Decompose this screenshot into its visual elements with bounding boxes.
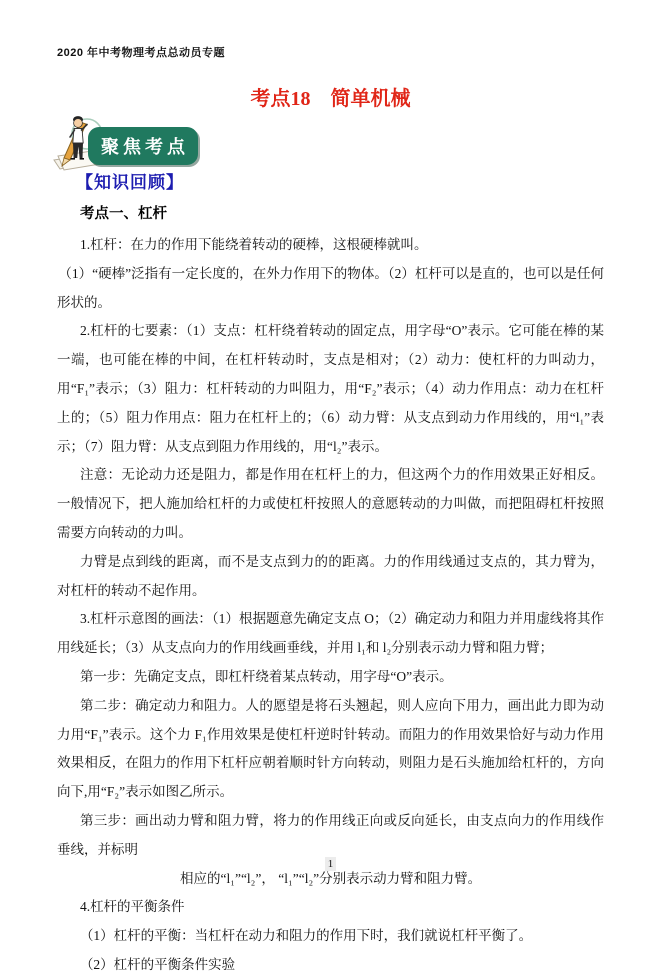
- paragraph-step-three-continued: 相应的“l₁”“l₂”， “l₁”“l₂”分别表示动力臂和阻力臂。: [180, 870, 482, 886]
- paragraph-attention: 注意：无论动力还是阻力，都是作用在杠杆上的力，但这两个力的作用效果正好相反。一般情况下，把人施加给杠杆的力或使杠杆按照人的意愿转动的力叫做，而把阻碍杠杆按照需要方向转动的力叫。: [57, 467, 604, 540]
- paragraph-step-two: 第二步：确定动力和阻力。人的愿望是将石头翘起，则人应向下用力，画出此力即为动力用“F₁”表示。这个力 F₁作用效果是使杠杆逆时针转动。而阻力的作用效果恰好与动力作用效果相反，在阻力的作用下杠杆应朝着顺时针方向转动，则阻力是石头施加给杠杆的，方向向下,用“F₂”表示如图乙所示。: [57, 697, 604, 800]
- page-title: 考点18 简单机械: [250, 88, 411, 110]
- page-number: [0, 858, 661, 870]
- page-number-value: 1: [325, 857, 337, 871]
- focus-badge-pill: [88, 127, 198, 165]
- paragraph-force-arm: 力臂是点到线的距离，而不是支点到力的的距离。力的作用线通过支点的，其力臂为，对杠杆的转动不起作用。: [57, 553, 604, 598]
- paragraph-lever-definition: 1.杠杆：在力的作用下能绕着转动的硬棒，这根硬棒就叫。: [79, 237, 428, 252]
- paragraph-seven-elements: 2.杠杆的七要素：（1）支点：杠杆绕着转动的固定点，用字母“O”表示。它可能在棒的某一端，也可能在棒的中间，在杠杆转动时，支点是相对；（2）动力：使杠杆的力叫动力，用“F₁”表示；（3）阻力：杠杆转动的力叫阻力，用“F₂”表示；（4）动力作用点：动力在杠杆上的；（5）阻力作用点：阻力在杠杆上的；（6）动力臂：从支点到动力作用线的，用“l₁”表示；（7）阻力臂：从支点到阻力作用线的，用“l₂”表示。: [57, 323, 604, 454]
- paragraph-lever-notes: （1）“硬棒”泛指有一定长度的，在外力作用下的物体。（2）杠杆可以是直的，也可以是任何形状的。: [57, 265, 604, 310]
- paragraph-balance-definition: （1）杠杆的平衡：当杠杆在动力和阻力的作用下时，我们就说杠杆平衡了。: [79, 928, 533, 944]
- paragraph-diagram-method: 3.杠杆示意图的画法：（1）根据题意先确定支点 O；（2）确定动力和阻力并用虚线将其作用线延长；（3）从支点向力的作用线画垂线，并用 l₁和 l₂分别表示动力臂和阻力臂；: [57, 611, 604, 656]
- focus-badge: [52, 110, 212, 174]
- paragraph-step-one: 第一步：先确定支点，即杠杆绕着某点转动，用字母“O”表示。: [79, 668, 453, 684]
- focus-badge-label: 聚焦考点: [101, 137, 189, 157]
- paragraph-step-three: 第三步：画出动力臂和阻力臂，将力的作用线正向或反向延长，由支点向力的作用线作垂线，并标明: [57, 812, 604, 857]
- section-heading-knowledge-review: 【知识回顾】: [76, 173, 184, 192]
- paragraph-balance-experiment: （2）杠杆的平衡条件实验: [79, 956, 236, 972]
- topic-heading: 考点一、杠杆: [80, 206, 167, 222]
- document-header-text: 2020 年中考物理考点总动员专题: [57, 47, 226, 59]
- paragraph-balance-condition: 4.杠杆的平衡条件: [79, 899, 185, 915]
